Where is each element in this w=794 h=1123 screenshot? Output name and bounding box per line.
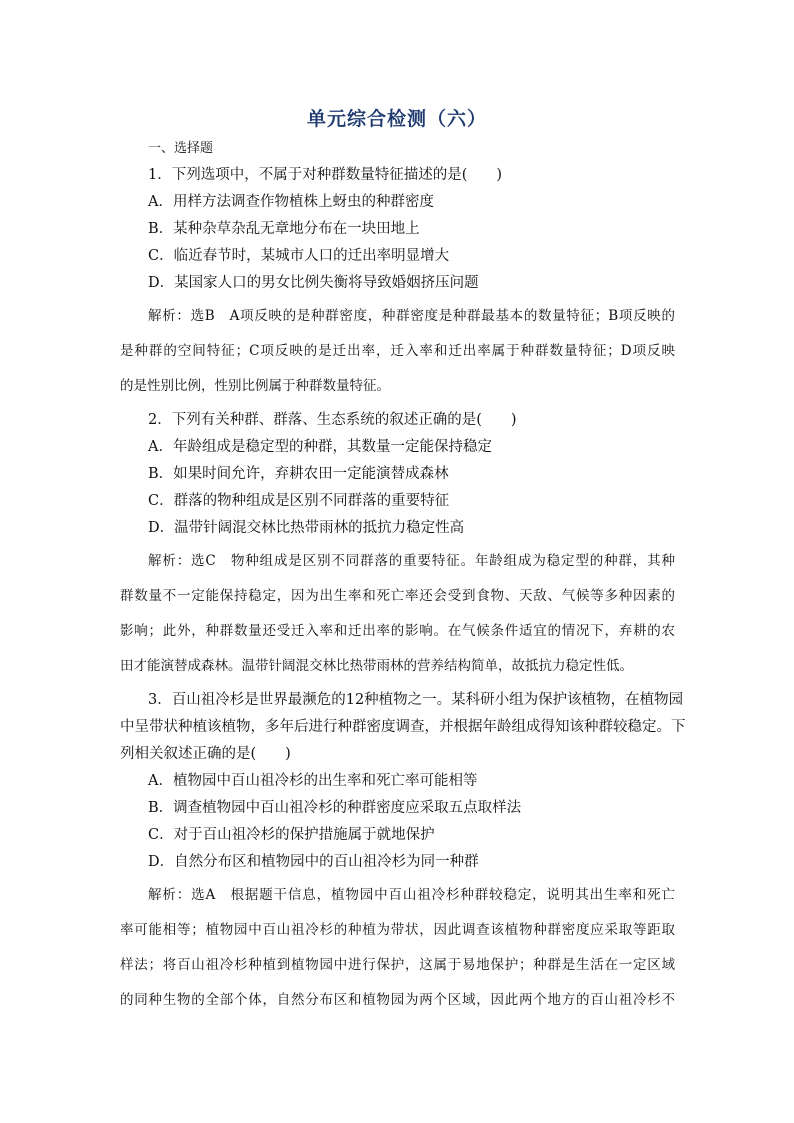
question-2-stem: 2．下列有关种群、群落、生态系统的叙述正确的是( )	[148, 412, 517, 428]
question-2-analysis-line: 群数量不一定能保持稳定，因为出生率和死亡率还会受到食物、天敌、气候等多种因素的	[120, 588, 675, 604]
question-1-analysis-line: 是种群的空间特征；C项反映的是迁出率，迁入率和迁出率属于种群数量特征；D项反映	[120, 343, 675, 359]
question-1-analysis-line: 的是性别比例，性别比例属于种群数量特征。	[120, 378, 390, 394]
page-title: 单元综合检测（六）	[306, 108, 487, 130]
question-3-option-d: D．自然分布区和植物园中的百山祖冷杉为同一种群	[148, 854, 479, 870]
question-2-analysis-line: 影响；此外，种群数量还受迁入率和迁出率的影响。在气候条件适宜的情况下，弃耕的农	[120, 623, 675, 639]
question-3-analysis-line: 样法；将百山祖冷杉种植到植物园中进行保护，这属于易地保护；种群是生活在一定区域	[120, 957, 675, 973]
question-2-option-c: C．群落的物种组成是区别不同群落的重要特征	[148, 493, 450, 509]
question-3-stem: 中呈带状种植该植物，多年后进行种群密度调查，并根据年龄组成得知该种群较稳定。下	[120, 719, 686, 735]
question-2-option-a: A．年龄组成是稳定型的种群，其数量一定能保持稳定	[148, 439, 492, 455]
question-1-analysis-line: 解析：选B A项反映的是种群密度，种群密度是种群最基本的数量特征；B项反映的	[148, 308, 675, 324]
question-3-option-b: B．调查植物园中百山祖冷杉的种群密度应采取五点取样法	[148, 800, 522, 816]
section-heading: 一、选择题	[148, 141, 214, 156]
question-3-stem: 列相关叙述正确的是( )	[120, 746, 291, 762]
question-3-option-c: C．对于百山祖冷杉的保护措施属于就地保护	[148, 827, 435, 843]
question-2-analysis-line: 田才能演替成森林。温带针阔混交林比热带雨林的营养结构简单，故抵抗力稳定性低。	[120, 658, 633, 674]
question-2-analysis-line: 解析：选C 物种组成是区别不同群落的重要特征。年龄组成为稳定型的种群，其种	[148, 553, 675, 569]
question-1-option-c: C．临近春节时，某城市人口的迁出率明显增大	[148, 248, 450, 264]
question-2-option-d: D．温带针阔混交林比热带雨林的抵抗力稳定性高	[148, 520, 465, 536]
question-1-option-b: B．某种杂草杂乱无章地分布在一块田地上	[148, 221, 420, 237]
question-1-stem: 1．下列选项中，不属于对种群数量特征描述的是( )	[148, 167, 503, 183]
question-2-option-b: B．如果时间允许，弃耕农田一定能演替成森林	[148, 466, 449, 482]
question-1-option-d: D．某国家人口的男女比例失衡将导致婚姻挤压问题	[148, 275, 479, 291]
question-3-option-a: A．植物园中百山祖冷杉的出生率和死亡率可能相等	[148, 773, 478, 789]
question-3-analysis-line: 率可能相等；植物园中百山祖冷杉的种植为带状，因此调查该植物种群密度应采取等距取	[120, 922, 675, 938]
question-3-stem: 3．百山祖冷杉是世界最濒危的12种植物之一。某科研小组为保护该植物，在植物园	[148, 692, 684, 708]
question-1-option-a: A．用样方法调查作物植株上蚜虫的种群密度	[148, 194, 434, 210]
question-3-analysis-line: 解析：选A 根据题干信息，植物园中百山祖冷杉种群较稳定，说明其出生率和死亡	[148, 887, 675, 903]
question-3-analysis-line: 的同种生物的全部个体，自然分布区和植物园为两个区域，因此两个地方的百山祖冷杉不	[120, 992, 675, 1008]
